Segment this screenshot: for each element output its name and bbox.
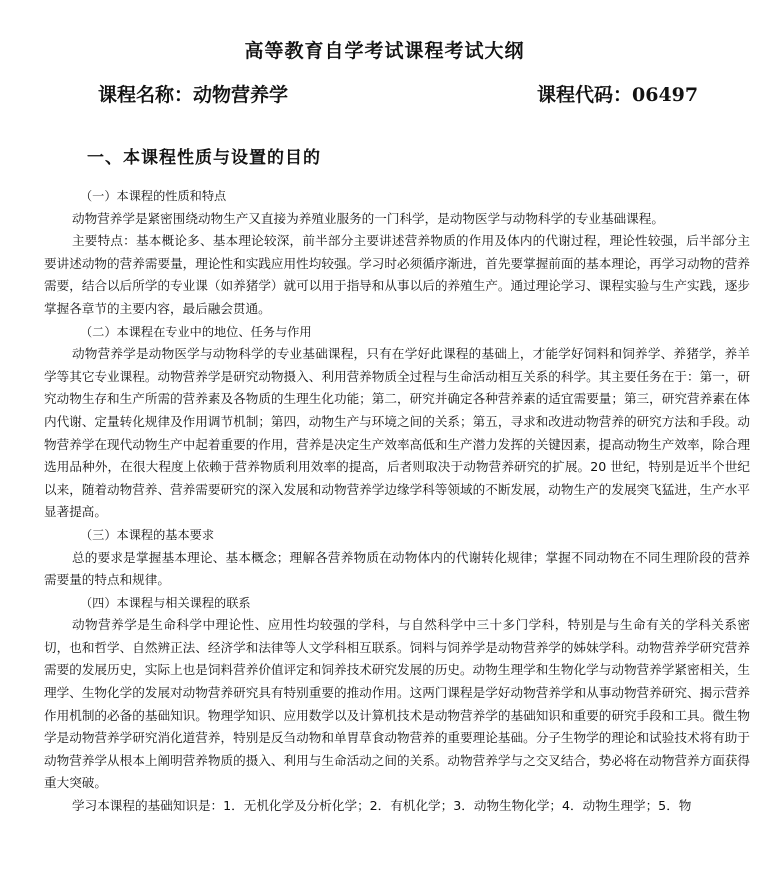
subsection-heading-requirements: （三）本课程的基本要求 xyxy=(80,527,215,542)
section-heading: 一、本课程性质与设置的目的 xyxy=(87,148,321,168)
paragraph: 动物营养学是动物医学与动物科学的专业基础课程，只有在学好此课程的基础上，才能学好饲料和饲养学、养猪学，养羊学等其它专业课程。动物营养学是研究动物摄入、利用营养物质全过程与生命活动相互关系的科学。其主要任务在于：第一，研究动物生存和生产所需的营养素及各物质的生理生化功能；第二，研究并确定各种营养素的适宜需要量；第三，研究营养素在体内代谢、定量转化规律及作用调节机制；第四，动物生产与环境之间的关系；第五，寻求和改进动物营养的研究方法和手段。动物营养学在现代动物生产中起着重要的作用，营养是决定生产效率高低和生产潜力发挥的关键因素，提高动物生产效率，除合理选用品种外，在很大程度上依赖于营养物质利用效率的提高，后者则取决于动物营养研究的扩展。20 世纪，特别是近半个世纪以来，随着动物营养、营养需要研究的深入发展和动物营养学边缘学科等领域的不断发展，动物生产的发展突飞猛进，生产水平显著提高。 xyxy=(44,346,750,520)
subsection-heading-related-courses: （四）本课程与相关课程的联系 xyxy=(80,595,251,610)
document-title: 高等教育自学考试课程考试大纲 xyxy=(244,40,525,62)
course-code: 课程代码：06497 xyxy=(537,84,699,106)
course-name: 课程名称：动物营养学 xyxy=(98,84,289,106)
paragraph: 主要特点：基本概论多、基本理论较深，前半部分主要讲述营养物质的作用及体内的代谢过程，理论性较强，后半部分主要讲述动物的营养需要量，理论性和实践应用性均较强。学习时必须循序渐进，首先要掌握前面的基本理论，再学习动物的营养需要，结合以后所学的专业课（如养猪学）就可以用于指导和从事以后的养殖生产。通过理论学习、课程实验与生产实践，逐步掌握各章节的主要内容，最后融会贯通。 xyxy=(44,233,750,316)
paragraph: 学习本课程的基础知识是：1．无机化学及分析化学；2．有机化学；3．动物生物化学；4．动物生理学；5．物 xyxy=(72,798,692,814)
paragraph: 动物营养学是紧密围绕动物生产又直接为养殖业服务的一门科学，是动物医学与动物科学的专业基础课程。 xyxy=(72,210,664,226)
subsection-heading-nature: （一）本课程的性质和特点 xyxy=(80,189,227,203)
subsection-heading-status: （二）本课程在专业中的地位、任务与作用 xyxy=(80,324,312,339)
paragraph: 动物营养学是生命科学中理论性、应用性均较强的学科，与自然科学中三十多门学科，特别是与生命有关的学科关系密切，也和哲学、自然辨正法、经济学和法律等人文学科相互联系。饲料与饲养学是动物营养学的姊妹学科。动物营养学研究营养需要的发展历史，实际上也是饲料营养价值评定和饲养技术研究发展的历史。动物生理学和生物化学与动物营养学紧密相关，生理学、生物化学的发展对动物营养研究具有特别重要的推动作用。这两门课程是学好动物营养学和从事动物营养研究、揭示营养作用机制的必备的基础知识。物理学知识、应用数学以及计算机技术是动物营养学的基础知识和重要的研究手段和工具。微生物学是动物营养学研究消化道营养，特别是反刍动物和单胃草食动物营养的重要理论基础。分子生物学的理论和试验技术将有助于动物营养学从根本上阐明营养物质的摄入、利用与生命活动之间的关系。动物营养学与之交叉结合，势必将在动物营养方面获得重大突破。 xyxy=(44,617,750,791)
document-body xyxy=(44,185,750,818)
paragraph: 总的要求是掌握基本理论、基本概念；理解各营养物质在动物体内的代谢转化规律；掌握不同动物在不同生理阶段的营养需要量的特点和规律。 xyxy=(44,549,750,588)
